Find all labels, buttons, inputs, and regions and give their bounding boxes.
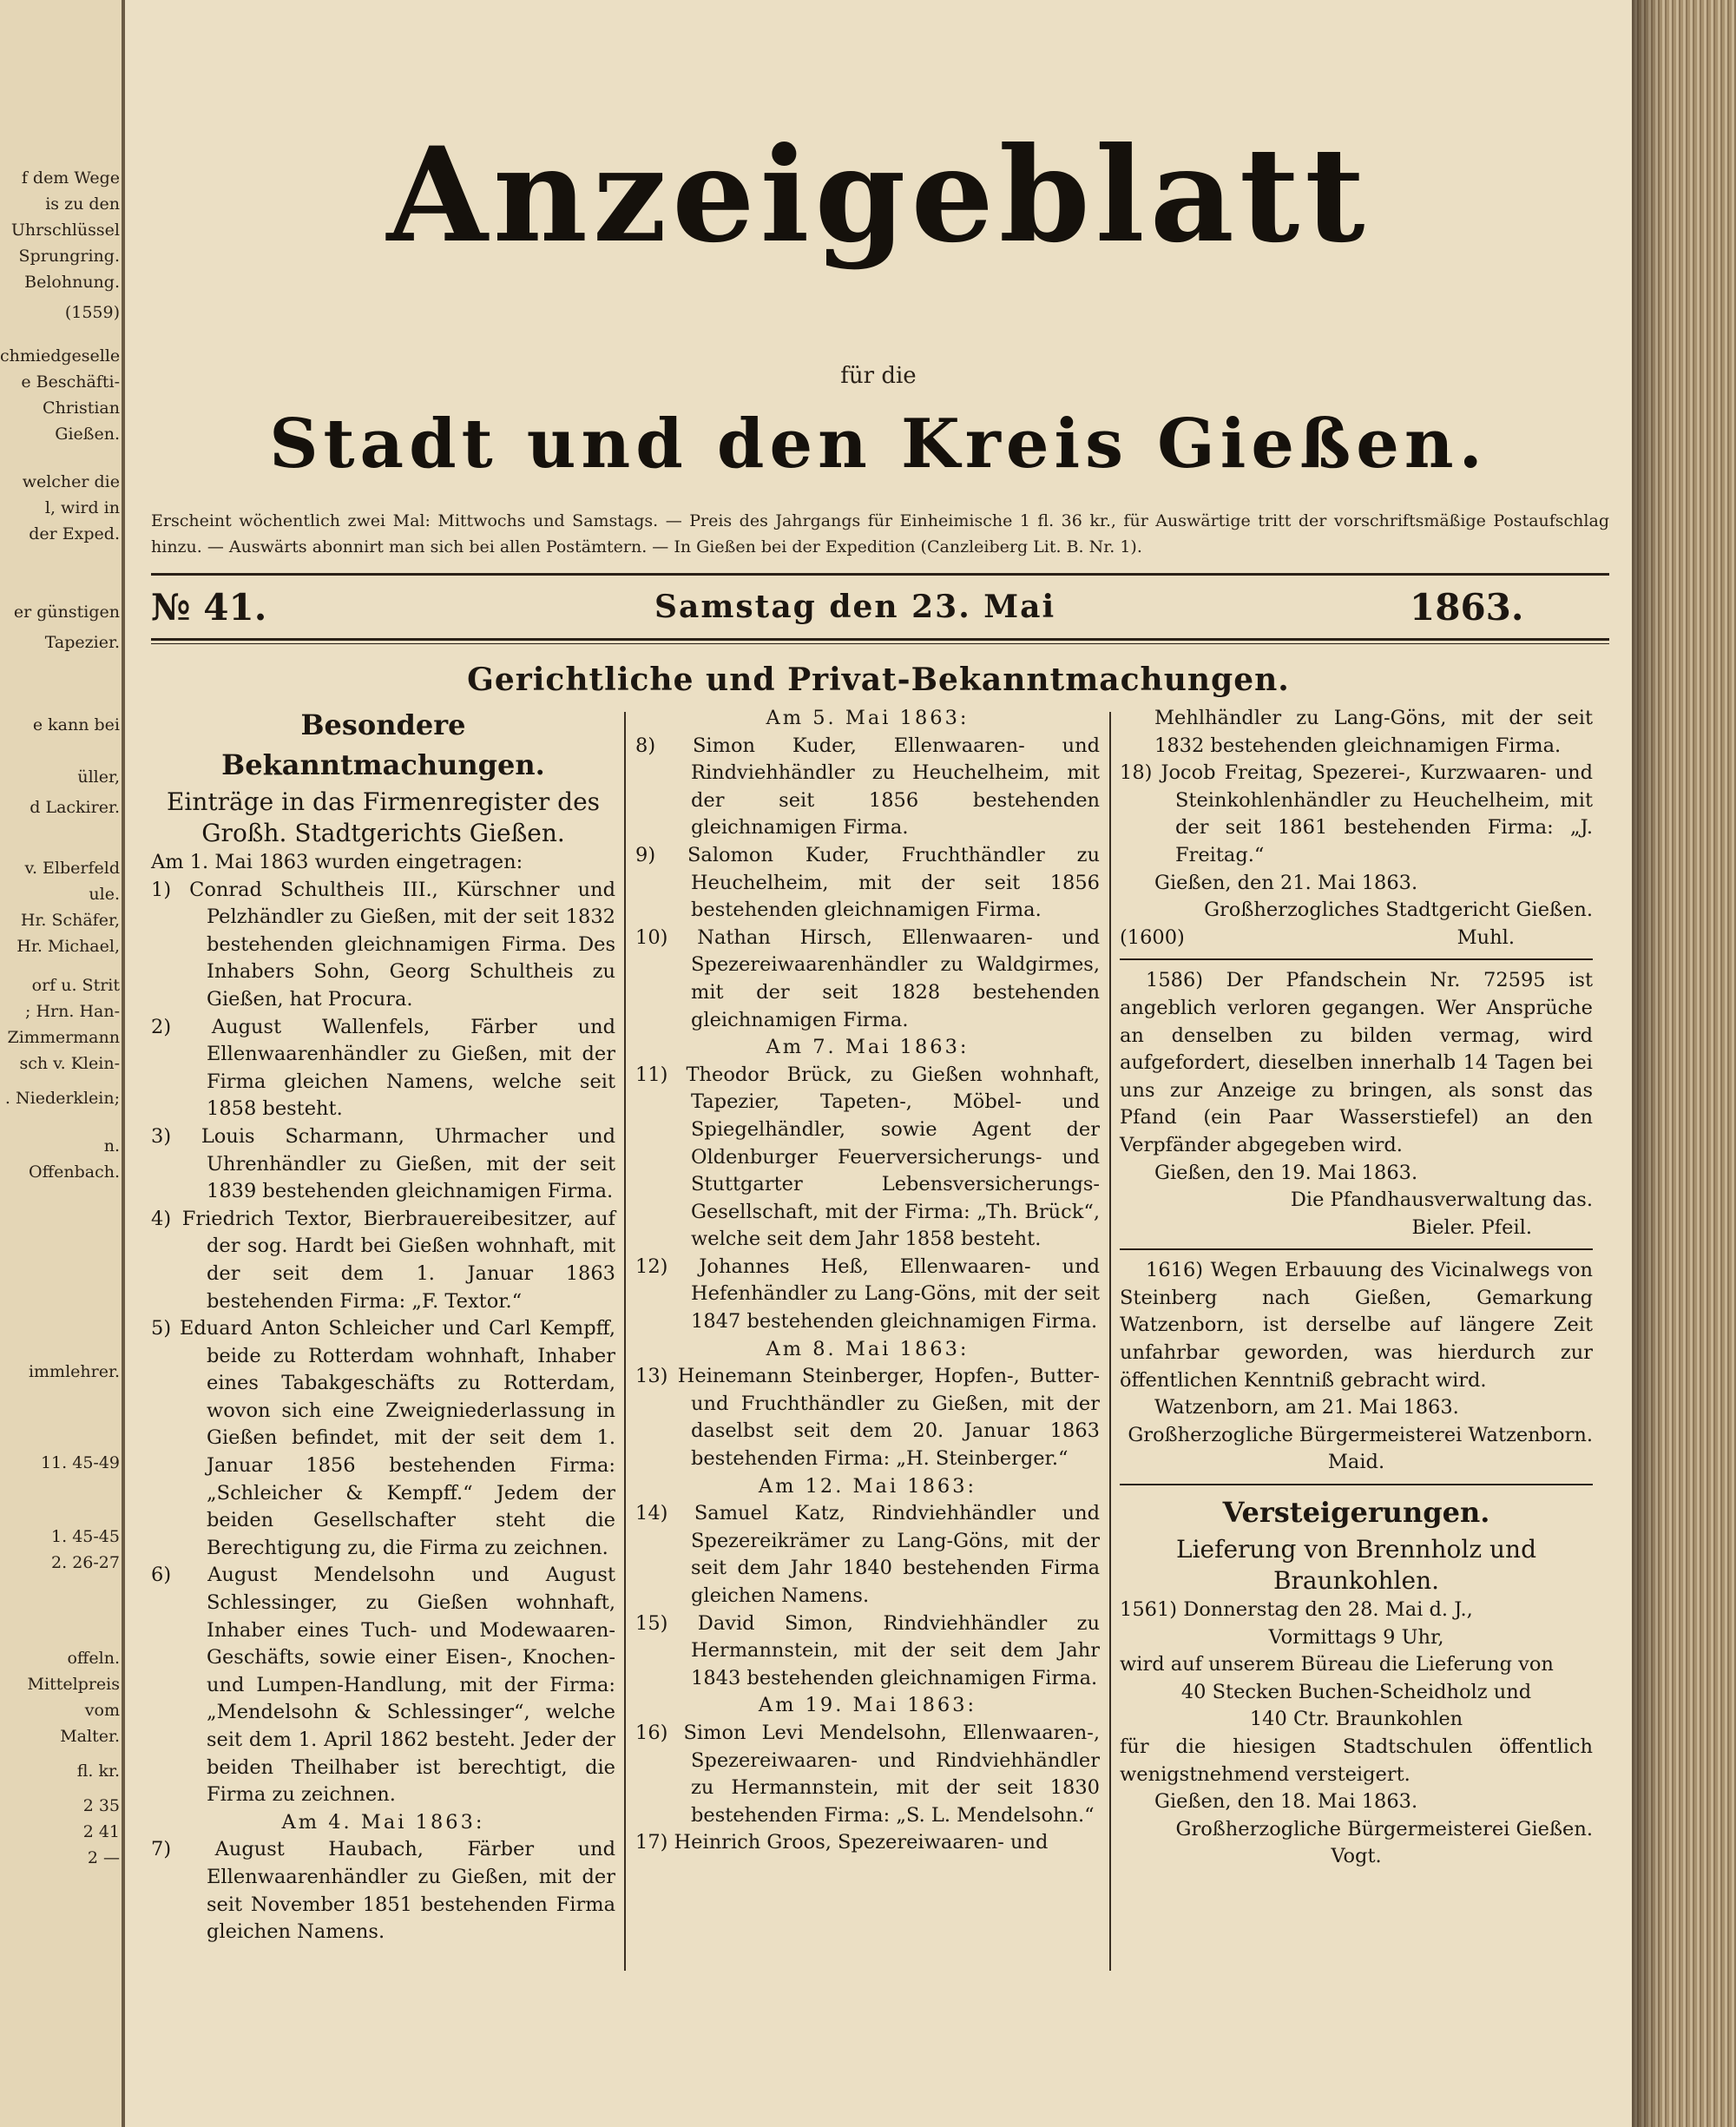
left-snippet: immlehrer.	[28, 1362, 120, 1381]
left-snippet: ule.	[89, 885, 120, 904]
left-page-edge	[0, 0, 125, 2127]
register-entry-continued: Mehlhändler zu Lang-Göns, mit der seit 1832 bestehenden gleichnamigen Firma.	[1154, 707, 1593, 757]
left-snippet: l, wird in	[44, 498, 120, 517]
issue-number: № 41.	[151, 586, 267, 629]
register-entry: 17) Heinrich Groos, Spezereiwaaren- und	[635, 1831, 1049, 1854]
left-snippet: vom	[84, 1701, 120, 1720]
left-snippet: Mittelpreis	[27, 1675, 120, 1694]
left-snippet: Tapezier.	[44, 633, 120, 652]
left-snippet: . Niederklein;	[4, 1089, 120, 1108]
issuing-authority: Die Pfandhausverwaltung das.	[1290, 1189, 1593, 1212]
left-snippet: er günstigen	[13, 603, 120, 622]
masthead-subtitle: Stadt und den Kreis Gießen.	[269, 405, 1488, 484]
left-snippet: welcher die	[22, 472, 120, 491]
left-snippet: der Exped.	[29, 524, 120, 543]
issue-date: Samstag den 23. Mai	[654, 589, 1056, 625]
subscription-info: Erscheint wöchentlich zwei Mal: Mittwochs und Samstags. — Preis des Jahrgangs für Einheimische 1 fl. 36 kr., für Auswärtige tritt der vorschriftsmäßige Postaufschlag hinzu. — Auswärts abonnirt man sich bei allen Postämtern. — In Gießen bei der Expedition (Canzleiberg Lit. B. Nr. 1).	[151, 511, 1609, 556]
left-snippet: d Lackirer.	[30, 798, 120, 817]
book-page-stack	[1632, 0, 1736, 2127]
register-intro: Am 1. Mai 1863 wurden eingetragen:	[151, 851, 523, 873]
column-divider	[624, 712, 626, 1971]
notice-1561-line: 140 Ctr. Braunkohlen	[1249, 1708, 1463, 1731]
left-snippet: e kann bei	[32, 715, 120, 734]
notice-divider	[1120, 958, 1593, 960]
header-rule-bottom	[151, 638, 1609, 641]
section-title: Gerichtliche und Privat-Bekanntmachungen.	[467, 662, 1290, 698]
place-date: Gießen, den 21. Mai 1863.	[1154, 871, 1418, 894]
register-date: Am 5. Mai 1863:	[766, 707, 970, 729]
register-entry: 4) Friedrich Textor, Bierbrauereibesitzer, auf der sog. Hardt bei Gießen wohnhaft, mit der seit dem 1. Januar 1863 bestehenden Firma: „F. Textor.“	[151, 1207, 615, 1313]
left-snippet: ; Hrn. Han-	[25, 1002, 120, 1021]
register-date: Am 12. Mai 1863:	[758, 1474, 977, 1498]
main-page	[125, 0, 1632, 2127]
masthead-title: Anzeigeblatt	[386, 119, 1371, 272]
notice-1616: 1616) Wegen Erbauung des Vicinalwegs von Steinberg nach Gießen, Gemarkung Watzenborn, ist derselbe auf längere Zeit unfahrbar geworden, was hierdurch zur öffentlichen Kenntniß gebracht wird.	[1120, 1259, 1593, 1392]
notice-1561-line: 40 Stecken Buchen-Scheidholz und	[1180, 1680, 1532, 1703]
left-snippet: Malter.	[60, 1727, 120, 1746]
issuing-authority: Großherzogliches Stadtgericht Gießen.	[1204, 899, 1593, 922]
register-entry: 10) Nathan Hirsch, Ellenwaaren- und Spezereiwaarenhändler zu Waldgirmes, mit der seit 1828 bestehenden gleichnamigen Firma.	[635, 925, 1100, 1031]
notice-divider	[1120, 1248, 1593, 1250]
register-entry: 8) Simon Kuder, Ellenwaaren- und Rindviehhändler zu Heuchelheim, mit der seit 1856 bestehenden gleichnamigen Firma.	[635, 734, 1100, 840]
masthead-fuer-die: für die	[840, 363, 917, 389]
signature: Muhl.	[1457, 925, 1515, 949]
notice-1561-line: für die hiesigen Stadtschulen öffentlich wenigstnehmend versteigert.	[1120, 1735, 1593, 1786]
left-snippet: 2 35	[82, 1796, 120, 1815]
left-snippet: 2 —	[87, 1848, 120, 1867]
subheading-firm-register: Einträge in das Firmenregister des Großh. Stadtgerichts Gießen.	[166, 787, 601, 847]
left-snippet: orf u. Strit	[31, 976, 120, 995]
heading-auctions: Versteigerungen.	[1222, 1496, 1490, 1530]
signature: Vogt.	[1331, 1845, 1382, 1868]
register-entry: 9) Salomon Kuder, Fruchthändler zu Heuchelheim, mit der seit 1856 bestehenden gleichnamigen Firma.	[635, 843, 1100, 922]
notice-divider	[1120, 1484, 1593, 1485]
subheading-firewood: Lieferung von Brennholz und Braunkohlen.	[1175, 1535, 1537, 1596]
notice-reference: (1600)	[1120, 925, 1185, 949]
issuing-authority: Großherzogliche Bürgermeisterei Gießen.	[1175, 1817, 1593, 1841]
column-2	[635, 705, 1100, 1857]
notice-1586: 1586) Der Pfandschein Nr. 72595 ist angeblich verloren gegangen. Wer Ansprüche an denselben zu bilden vermag, wird aufgefordert, dieselben innerhalb 14 Tagen bei uns zur Anzeige zu bringen, als sonst das Pfand (ein Paar Wasserstiefel) an den Verpfänder abgegeben wird.	[1120, 969, 1593, 1156]
place-date: Gießen, den 18. Mai 1863.	[1154, 1790, 1418, 1814]
register-entry: 13) Heinemann Steinberger, Hopfen-, Butter- und Fruchthändler zu Gießen, mit der daselbst seit dem 20. Januar 1863 bestehenden Firma: „H. Steinberger.“	[635, 1365, 1100, 1471]
register-entry: 7) August Haubach, Färber und Ellenwaarenhändler zu Gießen, mit der seit November 1851 bestehenden Firma gleichen Namens.	[151, 1838, 615, 1944]
place-date: Watzenborn, am 21. Mai 1863.	[1154, 1396, 1459, 1419]
register-entry: 5) Eduard Anton Schleicher und Carl Kempff, beide zu Rotterdam wohnhaft, Inhaber eines Tabakgeschäfts zu Rotterdam, wovon sich eine Zweigniederlassung in Gießen befindet, mit der seit dem 1. Januar 1856 bestehenden Firma: „Schleicher & Kempff.“ Jedem der beiden Gesellschafter steht die Berechtigung zu, die Firma zu zeichnen.	[151, 1317, 615, 1559]
left-snippet: (1559)	[64, 303, 120, 322]
register-date: Am 8. Mai 1863:	[766, 1337, 970, 1360]
register-entry: 11) Theodor Brück, zu Gießen wohnhaft, Tapezier, Tapeten-, Möbel- und Spiegelhändler, sowie Agent der Oldenburger Feuerversicherungs- und Stuttgarter Lebensversicherungs-Gesellschaft, mit der Firma: „Th. Brück“, welche seit dem Jahr 1858 besteht.	[635, 1063, 1100, 1251]
left-snippet: Sprungring.	[18, 247, 120, 266]
heading-special-announcements: Besondere Bekanntmachungen.	[221, 708, 545, 781]
left-snippet: 2 41	[82, 1822, 120, 1841]
register-entry: 14) Samuel Katz, Rindviehhändler und Spezereikrämer zu Lang-Göns, mit der seit dem Jahr 1840 bestehenden Firma gleichen Namens.	[635, 1502, 1100, 1607]
register-entry: 12) Johannes Heß, Ellenwaaren- und Hefenhändler zu Lang-Göns, mit der seit 1847 bestehenden gleichnamigen Firma.	[635, 1254, 1100, 1333]
column-3	[1120, 705, 1593, 1871]
place-date: Gießen, den 19. Mai 1863.	[1154, 1161, 1418, 1184]
left-snippet: 1. 45-45	[51, 1527, 120, 1546]
left-snippet: Christian	[43, 398, 120, 418]
register-entry: 3) Louis Scharmann, Uhrmacher und Uhrenhändler zu Gießen, mit der seit 1839 bestehenden gleichnamigen Firma.	[151, 1124, 615, 1203]
left-snippet: Hr. Michael,	[16, 937, 120, 956]
signature: Maid.	[1327, 1451, 1385, 1474]
register-entry: 6) August Mendelsohn und August Schlessinger, zu Gießen wohnhaft, Inhaber eines Tuch- und Modewaaren-Geschäfts, sowie einer Eisen-, Knochen- und Lumpen-Handlung, mit der Firma: „Mendelsohn & Schlessinger“, welche seit dem 1. April 1862 besteht. Jeder der beiden Theilhaber ist berechtigt, die Firma zu zeichnen.	[151, 1564, 615, 1807]
left-snippet: 11. 45-49	[40, 1453, 120, 1472]
left-snippet: sch v. Klein-	[19, 1054, 120, 1073]
left-snippet: f dem Wege	[21, 168, 120, 188]
left-snippet: Uhrschlüssel	[10, 221, 120, 240]
register-date: Am 7. Mai 1863:	[766, 1036, 970, 1059]
signature: Bieler. Pfeil.	[1411, 1215, 1532, 1239]
book-edge-shadow	[1632, 0, 1663, 2127]
left-snippet: Offenbach.	[29, 1162, 120, 1182]
left-snippet: Zimmermann	[7, 1028, 120, 1047]
left-snippet: 2. 26-27	[51, 1553, 120, 1572]
notice-1561-line: Vormittags 9 Uhr,	[1268, 1625, 1444, 1649]
left-snippet: fl. kr.	[76, 1762, 120, 1781]
column-1	[151, 705, 615, 1946]
register-date: Am 19. Mai 1863:	[758, 1694, 977, 1717]
issuing-authority: Großherzogliche Bürgermeisterei Watzenborn.	[1128, 1423, 1593, 1446]
issue-year: 1863.	[1410, 586, 1524, 629]
register-entry: 18) Jocob Freitag, Spezerei-, Kurzwaaren- und Steinkohlenhändler zu Heuchelheim, mit der seit 1861 bestehenden Firma: „J. Freitag.“	[1120, 761, 1593, 866]
register-entry: 15) David Simon, Rindviehhändler zu Hermannstein, mit der seit dem Jahr 1843 bestehenden gleichnamigen Firma.	[635, 1611, 1100, 1689]
left-snippet: Hr. Schäfer,	[20, 911, 120, 930]
notice-1561-line: wird auf unserem Büreau die Lieferung von	[1120, 1653, 1554, 1676]
header-rule-top	[151, 573, 1609, 576]
left-snippet: chmiedgeselle	[0, 346, 120, 365]
left-snippet: v. Elberfeld	[24, 859, 120, 878]
register-entry: 16) Simon Levi Mendelsohn, Ellenwaaren-, Spezereiwaaren- und Rindviehhändler zu Hermannstein, mit der seit 1830 bestehenden Firma: „S. L. Mendelsohn.“	[635, 1721, 1100, 1827]
left-snippet: e Beschäfti-	[21, 372, 120, 392]
left-snippet: Belohnung.	[24, 273, 120, 292]
left-snippet: Gießen.	[55, 425, 120, 444]
header-rule-thin	[151, 643, 1609, 644]
register-date: Am 4. Mai 1863:	[281, 1810, 485, 1834]
register-entry: 2) August Wallenfels, Färber und Ellenwaarenhändler zu Gießen, mit der Firma gleichen Namens, welche seit 1858 besteht.	[151, 1015, 615, 1121]
left-snippet: üller,	[77, 767, 120, 787]
register-entry: 1) Conrad Schultheis III., Kürschner und Pelzhändler zu Gießen, mit der seit 1832 bestehenden gleichnamigen Firma. Des Inhabers Sohn, Georg Schultheis zu Gießen, hat Procura.	[151, 878, 615, 1011]
column-divider	[1109, 712, 1111, 1971]
notice-1561-line: 1561) Donnerstag den 28. Mai d. J.,	[1120, 1598, 1473, 1622]
left-snippet: is zu den	[45, 194, 120, 214]
signature-line	[1120, 925, 1593, 952]
left-snippet: offeln.	[67, 1649, 120, 1668]
left-snippet: n.	[103, 1136, 120, 1156]
